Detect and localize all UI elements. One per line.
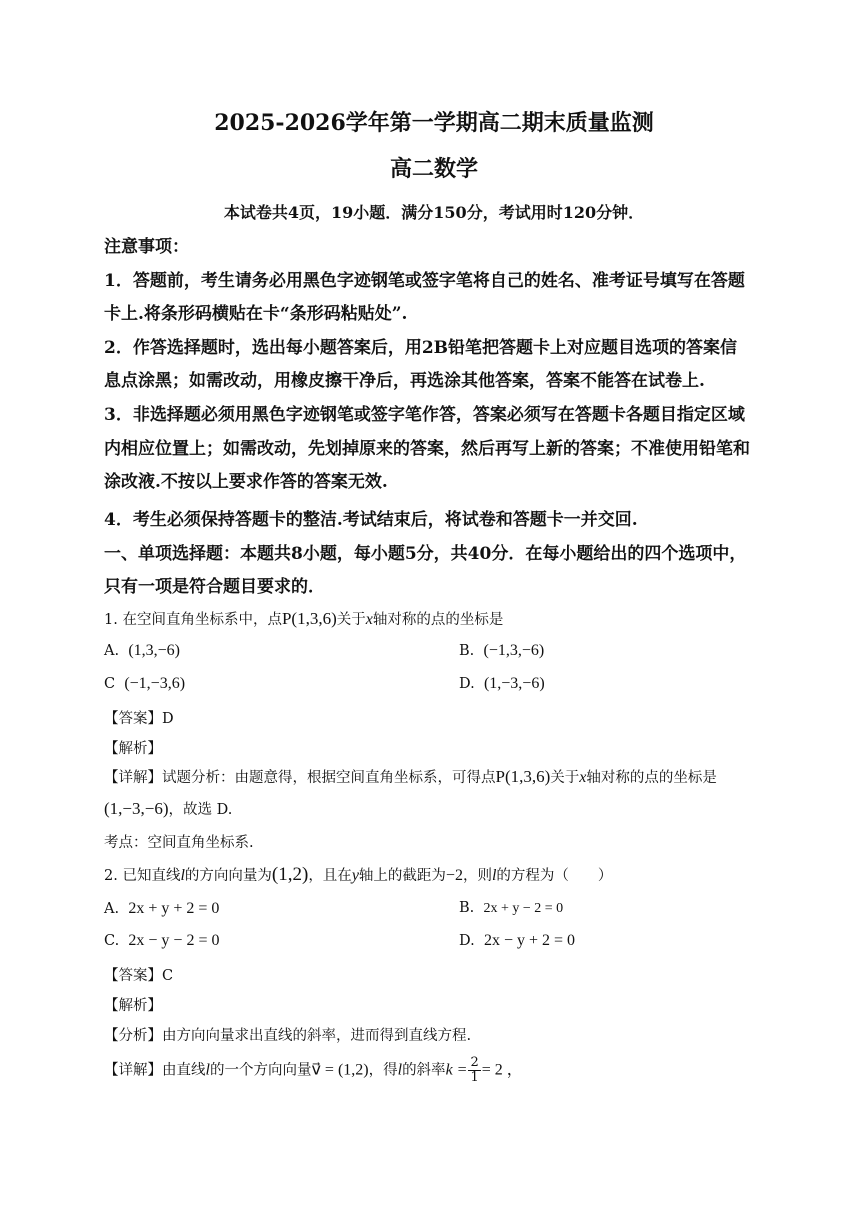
fraction: $\frac{2}{1}$ <box>470 1055 479 1085</box>
notice-line: 内相应位置上；如需改动，先划掉原来的答案，然后再写上新的答案；不准使用铅笔和 <box>104 439 750 459</box>
question-1-stem: 1. 在空间直角坐标系中，点P(1,3,6)关于x轴对称的点的坐标是 <box>104 609 504 628</box>
exam-subtitle: 高二数学 <box>389 156 478 182</box>
question-1-detail-cont: (1,−3,−6)，故选 D. <box>104 799 233 818</box>
notice-heading: 注意事项： <box>104 237 189 257</box>
section-heading: 一、单项选择题：本题共8小题，每小题5分，共40分．在每小题给出的四个选项中， <box>104 544 747 564</box>
question-2-option-c: C. 2x − y − 2 = 0 <box>104 932 220 949</box>
notice-line: 息点涂黑；如需改动，用橡皮擦干净后，再选涂其他答案，答案不能答在试卷上. <box>104 371 705 391</box>
notice-line: 1．答题前，考生请务必用黑色字迹钢笔或签字笔将自己的姓名、准考证号填写在答题 <box>104 271 745 291</box>
notice-line: 2．作答选择题时，选出每小题答案后，用2B铅笔把答题卡上对应题目选项的答案信 <box>104 338 738 358</box>
question-2-answer: 【答案】C <box>104 968 174 984</box>
question-1-option-d: D. (1,−3,−6) <box>459 675 545 692</box>
question-2-fenxi: 【分析】由方向向量求出直线的斜率，进而得到直线方程. <box>104 1028 472 1044</box>
notice-line: 4．考生必须保持答题卡的整洁.考试结束后，将试卷和答题卡一并交回. <box>104 510 638 530</box>
notice-line: 3．非选择题必须用黑色字迹钢笔或签字笔作答，答案必须写在答题卡各题目指定区域 <box>104 405 745 425</box>
question-1-detail: 【详解】试题分析：由题意得，根据空间直角坐标系，可得点P(1,3,6)关于x轴对称的点的坐标是 <box>104 767 717 786</box>
question-1-option-a: A. (1,3,−6) <box>104 642 180 659</box>
question-1-kaodian: 考点：空间直角坐标系. <box>104 835 254 851</box>
question-2-analysis: 【解析】 <box>104 998 162 1014</box>
question-1-option-c: C (−1,−3,6) <box>104 675 186 692</box>
question-2-detail: 【详解】由直线l的一个方向向量v⃗ = (1,2)，得l的斜率k = $\frac{2}{1}$ = 2 ， <box>104 1055 523 1085</box>
exam-intro: 本试卷共4页，19小题．满分150分，考试用时120分钟． <box>223 203 645 222</box>
notice-line: 卡上.将条形码横贴在卡“条形码粘贴处”. <box>104 304 408 324</box>
question-1-option-b: B. (−1,3,−6) <box>459 642 545 659</box>
section-heading: 只有一项是符合题目要求的． <box>104 577 325 597</box>
notice-line: 涂改液.不按以上要求作答的答案无效. <box>104 472 388 492</box>
question-1-answer: 【答案】D <box>104 711 174 727</box>
question-2-stem: 2. 已知直线l的方向向量为(1,2)，且在y轴上的截距为−2，则l的方程为（ ） <box>104 864 613 885</box>
question-2-option-b: B. 2x + y − 2 = 0 <box>459 900 564 916</box>
question-2-option-a: A. 2x + y + 2 = 0 <box>104 900 220 917</box>
question-2-option-d: D. 2x − y + 2 = 0 <box>459 932 576 949</box>
question-1-analysis: 【解析】 <box>104 741 162 757</box>
exam-title: 2025-2026学年第一学期高二期末质量监测 <box>214 110 654 136</box>
